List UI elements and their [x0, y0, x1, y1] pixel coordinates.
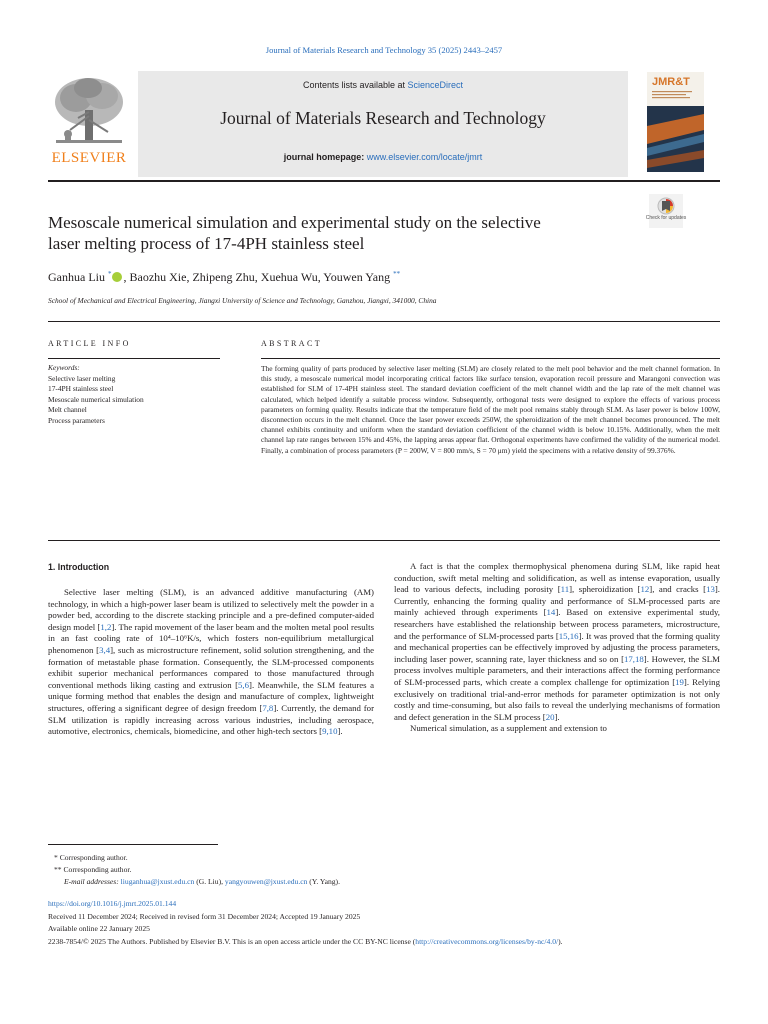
online-date: Available online 22 January 2025: [48, 924, 150, 933]
footnote-rule: [48, 844, 218, 845]
email-label: E-mail addresses:: [64, 877, 121, 886]
body-text: ]. Relying exclusively on traditional trial-and-error methods for parameter optimization is not only costly and time-consuming, but also fails to reveal the underlying mechanisms of formation and defect generation in the SLM process [: [394, 676, 720, 722]
citation-link[interactable]: 20: [545, 711, 555, 722]
citation-link[interactable]: 12: [640, 584, 650, 595]
section-heading-introduction: 1. Introduction: [48, 562, 110, 572]
keyword-item: Mesoscale numerical simulation: [48, 394, 144, 404]
author-1[interactable]: Ganhua Liu: [48, 270, 105, 284]
keyword-list: [48, 374, 220, 426]
article-info-rule: [48, 358, 220, 359]
cover-title: JMR&T: [652, 76, 690, 88]
header-rule: [48, 180, 720, 182]
body-text: ]. However, the SLM process involves multiple parameters, and their interactions affect the forming performance of SLM-processed parts, which create a complex challenge for optimization [: [394, 653, 720, 687]
abstract-text: The forming quality of parts produced by selective laser melting (SLM) are closely related to the melt pool behavior and the melt channel formation. In this study, a mesoscale numerical model incorporating critical factors like surface tension, evaporation recoil pressure and Marangoni convection was established for SLM of 17-4PH stainless steel. The standard deviation coefficient of the melt channel width and the lap rate of the melt channel was calculated, which helped identify a suitable process window. Subsequently, orthogonal tests were designed to explore the effects of various process parameters on forming quality. Results indicate that the temperature field of the melt pool remains stably through SLM. As laser power is below 100W, disconnection occurs in the melt channel. Once the laser power exceeds 250W, the spheroidization of the melt channel becomes pronounced. The melt channel exhibits continuity and uniform when the standard deviation coefficient of the channel width is below 10.15%. Additionally, when the melt channel lap rate ranges between 15% and 45%, the lapping areas appear flat. Orthogonal experiments have confirmed the validity of the numerical model. Finally, a combination of process parameters (P = 200W, V = 800 mm/s, S = 70 μm) yield the specimens with a relative density of 99.376%.: [261, 364, 720, 455]
author-1-mark[interactable]: *: [107, 270, 112, 278]
affiliation: School of Mechanical and Electrical Engineering, Jiangxi University of Science and Technology, Ganzhou, Jiangxi, 341000, China: [48, 296, 437, 305]
body-text: ].: [337, 726, 343, 737]
body-text: Selective laser melting (SLM), is an advanced additive manufacturing (AM) technology, in which a high-power laser beam is utilized to selectively melt the powder in a powder bed, according to the discrete stacking principle and a pre-defined computer-aided design model [: [48, 587, 374, 632]
citation-link[interactable]: 14: [546, 607, 556, 618]
author-last-mark[interactable]: **: [393, 270, 401, 278]
journal-title: Journal of Materials Research and Technology: [220, 108, 546, 128]
citation-link[interactable]: 15,16: [558, 630, 579, 641]
body-text: ]. Meanwhile, the SLM features a unique forming method that enables the design and manufacture of complex, lightweight structures, offering a significant degree of design freedom [: [48, 679, 374, 713]
citation-link[interactable]: 19: [675, 676, 684, 687]
abstract-end-rule: [48, 540, 720, 541]
body-text: ].: [554, 711, 560, 722]
email-owner-liu: (G. Liu),: [194, 877, 225, 886]
license-link[interactable]: http://creativecommons.org/licenses/by-nc/4.0/: [415, 937, 559, 946]
body-text: ]. Based on extensive experimental study, researchers have established the relationship between process parameters, microstructure, and the performance of SLM-processed parts [: [394, 607, 721, 641]
title-line-2: laser melting process of 17-4PH stainless steel: [48, 234, 365, 253]
doi-link[interactable]: https://doi.org/10.1016/j.jmrt.2025.01.144: [48, 899, 177, 908]
body-text: ]. Currently, the demand for SLM utilization is rapidly increasing across various industries, including aerospace, automotive, electronics, chemicals, biomedicine, and other high-tech sectors [: [48, 702, 374, 737]
license-text: 2238-7854/© 2025 The Authors. Published by Elsevier B.V. This is an open access article under the CC BY-NC license (: [48, 937, 416, 946]
body-text: ]. The rapid movement of the laser beam and the molten metal pool results in an fast cooling rate of 10⁴–10⁶K/s, which fosters non-equilibrium metallurgical phenomenon [: [48, 621, 374, 655]
affiliation-rule: [48, 321, 720, 322]
citation-link[interactable]: 13: [706, 584, 715, 595]
authors-rest: , Baozhu Xie, Zhipeng Zhu, Xuehua Wu, Youwen Yang: [123, 270, 391, 284]
sciencedirect-link[interactable]: ScienceDirect: [407, 80, 464, 90]
footnote-emails: [64, 877, 340, 886]
email-link-liu[interactable]: liuganhua@jxust.edu.cn: [120, 877, 195, 886]
body-text: ]. Currently, enhancing the forming quality and performance of SLM-processed parts are mainly achieved through experiments [: [394, 584, 720, 618]
body-text: ], such as microstructure refinement, solid solution strengthening, and the formation of metastable phase formation. Consequently, the SLM-processed components exhibit superior mechanical performances compared to those manufactured through conventional methods liking casting and extrusion [: [48, 644, 374, 690]
keyword-item: Selective laser melting: [48, 374, 116, 383]
body-column-right: [394, 561, 720, 735]
check-updates-label: Check for updates: [645, 215, 687, 221]
paragraph: [394, 561, 720, 723]
journal-citation[interactable]: Journal of Materials Research and Technology 35 (2025) 2443–2457: [265, 45, 503, 55]
cover-artwork: [647, 106, 704, 172]
citation-link[interactable]: 7,8: [262, 702, 274, 713]
homepage-link[interactable]: www.elsevier.com/locate/jmrt: [366, 152, 483, 162]
body-text: A fact is that the complex thermophysical phenomena during SLM, like rapid heat conduction, swift metal melting and solidification, as well as intense evaporation, usually lead to various defects, including porosity [: [394, 561, 720, 595]
citation-link[interactable]: 1,2: [100, 621, 112, 632]
abstract-rule: [261, 358, 720, 359]
body-text: ], and cracks [: [649, 584, 707, 595]
footnote-corresponding-2: ** Corresponding author.: [54, 865, 132, 874]
title-line-1: Mesoscale numerical simulation and experimental study on the selective: [48, 213, 541, 232]
citation-link[interactable]: 17,18: [624, 653, 644, 664]
check-for-updates-icon[interactable]: [649, 194, 683, 228]
license-suffix: ).: [558, 937, 563, 946]
paragraph: Numerical simulation, as a supplement and extension to: [410, 723, 607, 734]
citation-link[interactable]: 3,4: [99, 644, 111, 655]
license-statement: [48, 936, 720, 948]
body-column-left: [48, 587, 374, 738]
citation-link[interactable]: 11: [560, 584, 570, 595]
keyword-item: Process parameters: [48, 415, 105, 425]
author-list: [48, 270, 688, 285]
email-owner-yang: (Y. Yang).: [307, 877, 340, 886]
citation-link[interactable]: 5,6: [238, 679, 250, 690]
body-text: ], spheroidization [: [569, 584, 641, 595]
journal-cover[interactable]: [647, 72, 704, 172]
publisher-wordmark: ELSEVIER: [51, 150, 127, 166]
homepage-line: [138, 152, 628, 162]
contents-line: [138, 80, 628, 90]
orcid-icon[interactable]: [112, 272, 122, 282]
keyword-item: Melt channel: [48, 405, 87, 415]
citation-link[interactable]: 9,10: [322, 726, 338, 737]
article-title: [48, 212, 638, 254]
contents-prefix: Contents lists available at: [302, 80, 408, 90]
cover-text-lines: [652, 91, 692, 101]
keyword-item: 17-4PH stainless steel: [48, 384, 114, 394]
body-text: ]. It was proved that the forming quality and mechanical properties can be effectively improved by adjusting the process parameters, including laser power, scanning rate, layer thickness and so on [: [394, 630, 720, 664]
abstract-heading: ABSTRACT: [261, 339, 322, 348]
footnote-corresponding-1: * Corresponding author.: [54, 853, 128, 862]
article-info-heading: ARTICLE INFO: [48, 339, 131, 348]
email-link-yang[interactable]: yangyouwen@jxust.edu.cn: [224, 877, 308, 886]
received-dates: Received 11 December 2024; Received in revised form 31 December 2024; Accepted 19 January 2025: [48, 912, 361, 921]
homepage-label: journal homepage:: [283, 152, 367, 162]
keywords-label: Keywords:: [48, 363, 80, 372]
